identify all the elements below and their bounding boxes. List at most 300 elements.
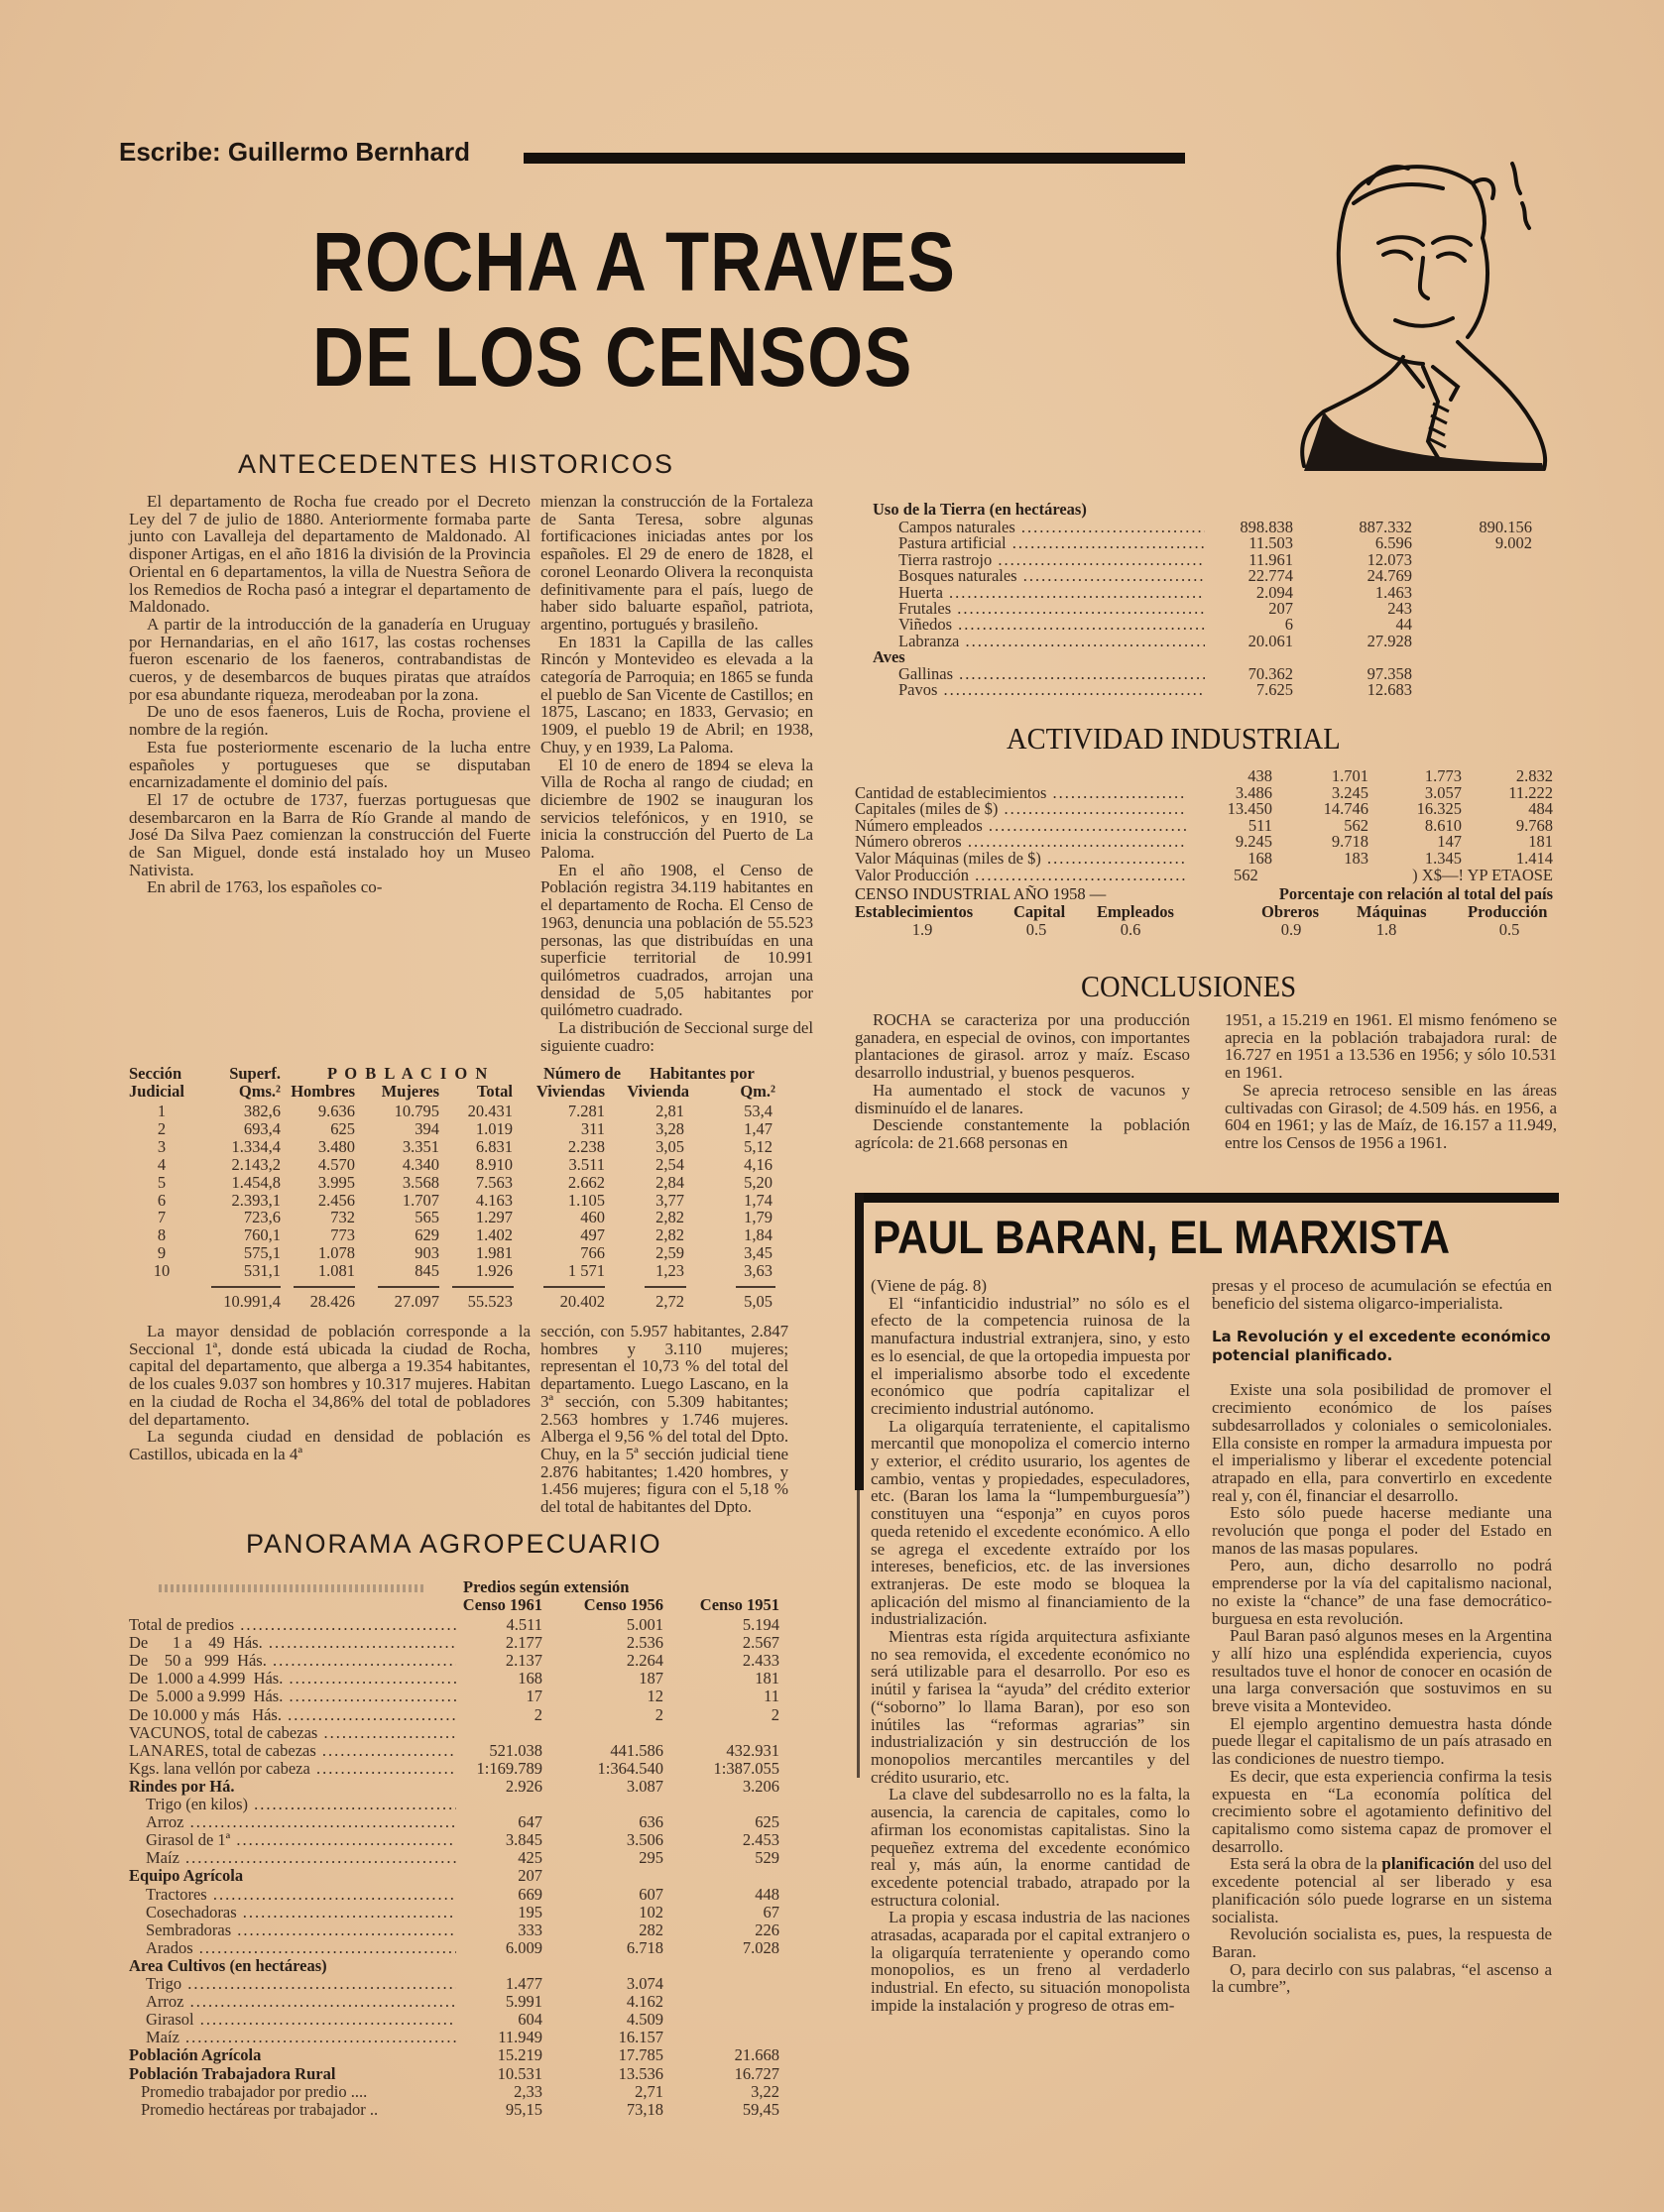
table-cell: 575,1 [243, 1243, 281, 1263]
table-cell: 95,15 [505, 2099, 542, 2119]
censo-header: Empleados [1097, 902, 1174, 921]
censo-header: Máquinas [1357, 902, 1427, 921]
table-cell-seccion: 1 [157, 1102, 167, 1120]
table-row-label: Arroz ..... [146, 1813, 456, 1831]
section-heading-panorama: PANORAMA AGROPECUARIO [246, 1529, 662, 1559]
table-row-label: Capitales (miles de $) ..... [855, 800, 1186, 818]
baran-column-2 [1212, 1277, 1552, 1996]
table-cell: 629 [415, 1225, 439, 1245]
table-cell: 3.245 [1331, 782, 1368, 802]
table-rule [543, 1286, 605, 1288]
table-cell: 2 [654, 1704, 663, 1724]
table-rule [211, 1286, 281, 1288]
table-cell: 21.668 [734, 2045, 779, 2065]
table-cell: 207 [1268, 599, 1293, 618]
table-cell-seccion: 8 [157, 1225, 167, 1245]
continued-from-note: (Viene de pág. 8) [871, 1276, 987, 1295]
table-cell: 1.454,8 [231, 1172, 281, 1192]
table-cell: 432.931 [726, 1740, 779, 1760]
table-cell: 890.156 [1479, 518, 1532, 536]
section-heading-conclusiones: CONCLUSIONES [1081, 969, 1297, 1003]
conclusiones-column-2 [1225, 1011, 1557, 1152]
table-cell: 511 [1248, 815, 1272, 835]
baran-article-title: PAUL BARAN, EL MARXISTA [873, 1211, 1451, 1263]
table-row-label: Labranza ..... [898, 633, 1205, 650]
table-cell: 2.926 [505, 1776, 542, 1796]
table-row-label: De 10.000 y más Hás. ..... [129, 1706, 456, 1724]
table-cell: 11.961 [1248, 549, 1293, 569]
paragraph: Paul Baran pasó algunos meses en la Argentina y allí hizo una espléndida experiencia, cuyos resultados tuve el honor de conocer en ocasión de una larga conversación que sostuvimos en su breve visita a Montevideo. [1212, 1626, 1552, 1716]
table-cell: 97.358 [1367, 663, 1412, 683]
headline-line-2: DE LOS CENSOS [312, 310, 913, 404]
paragraph: Ha aumentado el stock de vacunos y disminuído el de lanares. [855, 1080, 1190, 1117]
table-cell: 3.480 [317, 1136, 355, 1156]
table-cell: 181 [1528, 832, 1553, 852]
text: Esta será la obra de la [1230, 1854, 1382, 1874]
table-cell: 845 [415, 1261, 439, 1281]
table-row-label: Pavos ..... [898, 681, 1205, 699]
table-cell: 1.926 [475, 1261, 513, 1281]
table-cell: 13.450 [1227, 799, 1272, 819]
baran-subheading: La Revolución y el excedente económico potencial planificado. [1212, 1328, 1551, 1365]
table-cell: 1.477 [505, 1974, 542, 1993]
paragraph: Existe una sola posibilidad de promover el crecimiento económico de los países subdesarrollados y coloniales o semicoloniales. Ella consiste en romper la armadura impuesta por el imperialismo y liberar el excedente potencial atrapado en ella, para convertirlo en excedente real y, con él, financiar el desarrollo. [1212, 1380, 1552, 1505]
table-cell: 311 [580, 1118, 605, 1138]
table-cell: 497 [580, 1225, 605, 1245]
table-cell: 168 [1248, 849, 1272, 868]
table-row-label: LANARES, total de cabezas ..... [129, 1742, 456, 1760]
paragraph: El 17 de octubre de 1737, fuerzas portuguesas que desembarcaron en la Barra de Río Grande al mando de José Da Silva Paez comienzan la construcción del Fuerte de San Miguel, donde está instalado hoy un Museo Nativista. [129, 789, 531, 879]
table-cell: 12.683 [1367, 680, 1412, 699]
table-cell: 44 [1395, 615, 1412, 635]
table-cell: 425 [518, 1848, 542, 1868]
paragraph: 1951, a 15.219 en 1961. El mismo fenómeno se aprecia en la población trabajadora rural: de 16.727 en 1951 a 13.536 en 1956; y sólo 10.531 en 1961. [1225, 1010, 1557, 1083]
densidad-column-2 [540, 1323, 788, 1516]
smudged-rule [159, 1584, 426, 1592]
table-cell: 22.774 [1248, 566, 1293, 586]
table-cell: 7.281 [567, 1102, 605, 1120]
table-cell: 1.463 [1374, 582, 1412, 602]
table-cell: 2.264 [626, 1651, 663, 1671]
table-total: 20.402 [559, 1292, 605, 1311]
table-cell: 887.332 [1359, 518, 1412, 536]
table-total: 27.097 [394, 1292, 439, 1311]
baran-box-left-rule [855, 1193, 864, 1490]
baran-box-top-rule [855, 1193, 1559, 1203]
table-rule [452, 1286, 514, 1288]
header-vivienda: Vivienda [627, 1082, 689, 1101]
table-cell: 1.773 [1424, 766, 1462, 785]
table-cell: 9.002 [1494, 533, 1532, 553]
table-cell: 7.563 [475, 1172, 513, 1192]
table-row-label: Valor Máquinas (miles de $) ..... [855, 850, 1186, 868]
table-cell: 766 [580, 1243, 605, 1263]
table-row-label: Tierra rastrojo ..... [898, 551, 1205, 569]
table-cell: 5,12 [744, 1136, 773, 1156]
paragraph: Mientras esta rígida arquitectura asfixiante no sea removida, el excedente económico no será utilizable para el desarrollo. Por eso es inútil y farisea la “ayuda” del crédito exterior (“soborno” lo llama Baran), por eso son inútiles las “reformas agrarias” sin industrialización y sin destrucción de los monopolios mercantiles mercantiles y del crédito usurario, etc. [871, 1627, 1190, 1787]
porcentaje-title: Porcentaje con relación al total del país [1278, 884, 1553, 903]
table-cell: 2.536 [626, 1633, 663, 1653]
table-cell: 53,4 [744, 1102, 773, 1120]
paragraph-planificacion [1212, 1855, 1552, 1925]
table-cell: 521.038 [489, 1740, 542, 1760]
table-cell: 2,84 [655, 1172, 684, 1192]
table-cell: 3.845 [505, 1830, 542, 1850]
table-cell: 3.506 [626, 1830, 663, 1850]
table-cell: 3,05 [655, 1136, 684, 1156]
table-cell: 2.177 [505, 1633, 542, 1653]
censo-value: 0.5 [1498, 920, 1520, 939]
table-row-label: Trigo (en kilos) ..... [146, 1796, 456, 1813]
paragraph: El departamento de Rocha fue creado por el Decreto Ley del 7 de julio de 1880. Anteriormente formaba parte junto con Lavalleja del departamento de Maldonado. Al disponer Artigas, en el año 1816 la división de la Provincia Oriental en 6 departamentos, la villa de Nuestra Señora de los Remedios de Rocha pasó a integrar el departamento de Maldonado. [129, 492, 531, 617]
table-row-label: Girasol ..... [146, 2011, 456, 2029]
paragraph: presas y el proceso de acumulación se efectúa en beneficio del sistema oligarco-imperialista. [1212, 1276, 1552, 1313]
emphasis-planificacion: planificación [1381, 1854, 1475, 1874]
column-header: Censo 1961 [462, 1595, 542, 1614]
paragraph: En abril de 1763, los españoles co- [147, 877, 383, 897]
conclusiones-column-1 [855, 1011, 1190, 1152]
censo-header: Producción [1468, 902, 1548, 921]
header-hombres: Hombres [291, 1082, 355, 1101]
table-row-label: Area Cultivos (en hectáreas) [129, 1955, 327, 1975]
paragraph: En 1831 la Capilla de las calles Rincón y Montevideo es elevada a la categoría de Parroquia; en 1865 se funda el pueblo de San Vicente de Castillos; en 1875, Lascano; en 1833, Gervasio; en 1909, el pueblo 19 de Abril; en 1938, Chuy, y en 1939, La Paloma. [540, 632, 813, 757]
table-cell: 8.910 [475, 1154, 513, 1174]
table-cell: 898.838 [1240, 518, 1293, 536]
paragraph: Esta fue posteriormente escenario de la lucha entre españoles y portugueses que se disputaban encarnizadamente el dominio del país. [129, 737, 531, 792]
table-cell: 1.105 [567, 1190, 605, 1210]
paragraph: mienzan la construcción de la Fortaleza de Santa Teresa, sobre algunas fortificaciones iniciadas antes por los españoles. El 29 de enero de 1828, el coronel Leonardo Olivera la reconquista definitivamente para el país, luego de haber sido baluarte español, patriota, argentino, portugués y brasileño. [540, 492, 813, 634]
table-cell: 5.194 [742, 1615, 779, 1634]
table-cell: 11.503 [1248, 533, 1293, 553]
byline-rule [524, 153, 1185, 164]
table-cell: 295 [639, 1848, 663, 1868]
header-poblacion: P O B L A C I O N [327, 1064, 490, 1083]
paragraph: Se aprecia retroceso sensible en las áreas cultivadas con Girasol; de 4.509 hás. en 1956, a 604 en 1961; y las de Maíz, de 16.157 a 11.949, entre los Censos de 1956 a 1961. [1225, 1080, 1557, 1152]
table-rule [294, 1286, 355, 1288]
header-judicial: Judicial [129, 1082, 184, 1101]
table-cell: 625 [330, 1118, 355, 1138]
table-rule [736, 1286, 775, 1288]
baran-column-1-paragraphs [871, 1295, 1190, 2015]
table-cell: 1.334,4 [231, 1136, 281, 1156]
table-row-label: Promedio hectáreas por trabajador .. [141, 2099, 379, 2119]
table-total: 28.426 [309, 1292, 355, 1311]
table-cell: 760,1 [243, 1225, 281, 1245]
table-cell: 438 [1248, 766, 1272, 785]
table-cell: 3.087 [626, 1776, 663, 1796]
header-mujeres: Mujeres [381, 1082, 439, 1101]
table-cell: 226 [755, 1920, 779, 1939]
table-row-label: Pastura artificial ..... [898, 534, 1205, 552]
table-row-label: Sembradoras ..... [146, 1921, 456, 1939]
table-total: 10.991,4 [223, 1292, 281, 1311]
table-cell: 1,74 [744, 1190, 773, 1210]
paragraph: En el año 1908, el Censo de Población registra 34.119 habitantes en el departamento de Rocha. El Censo de 1963, denuncia una población de 55.523 personas, las que distribuídas en una superficie territorial de 10.991 quilómetros cuadrados, arrojan una densidad de 5,05 habitantes por quilómetro cuadrado. [540, 860, 813, 1020]
table-cell: 3.511 [568, 1154, 605, 1174]
table-cell: 16.157 [618, 2028, 663, 2047]
table-cell: 20.431 [467, 1102, 513, 1120]
table-row-label: De 1.000 a 4.999 Hás. ..... [129, 1670, 456, 1688]
paragraph: ROCHA se caracteriza por una producción ganadera, en especial de ovinos, con importantes plantaciones de girasol. arroz y maíz. Escaso desarrollo industrial, y buenos pesqueros. [855, 1010, 1190, 1083]
table-row-label: Gallinas ..... [898, 665, 1205, 683]
land-use-header: Uso de la Tierra (en hectáreas) [873, 500, 1087, 519]
table-cell: 2,59 [655, 1243, 684, 1263]
table-cell: 565 [415, 1208, 439, 1227]
table-cell: 2.453 [742, 1830, 779, 1850]
table-cell: 4,16 [744, 1154, 773, 1174]
table-cell: 3.351 [402, 1136, 439, 1156]
table-cell: 562 [1234, 865, 1258, 884]
table-total: 2,72 [655, 1292, 684, 1311]
header-numero-de: Número de [543, 1064, 622, 1083]
table-cell: 382,6 [243, 1102, 281, 1120]
table-cell: 625 [755, 1812, 779, 1832]
table-cell: 10.531 [497, 2063, 542, 2083]
table-cell: 3.995 [317, 1172, 355, 1192]
table-row-label: Campos naturales ..... [898, 519, 1205, 536]
table-cell: 669 [518, 1884, 542, 1904]
censo-value: 0.5 [1025, 920, 1047, 939]
paragraph: El 10 de enero de 1894 se eleva la Villa de Rocha al rango de ciudad; en diciembre de 1902 se inauguran los servicios telefónicos, y en 1910, se inicia la construcción del Puerto de La Paloma. [540, 755, 813, 863]
table-cell: 4.163 [475, 1190, 513, 1210]
table-cell-seccion: 4 [157, 1154, 167, 1174]
misprint-text: ) X$—! YP ETAOSE [1412, 865, 1553, 884]
censo-value: 1.9 [911, 920, 933, 939]
table-cell: 460 [580, 1208, 605, 1227]
censo-title: CENSO INDUSTRIAL AÑO 1958 — [855, 884, 1107, 903]
header-qm: Qm.² [740, 1082, 775, 1101]
baran-column-2-paragraphs [1212, 1381, 1552, 1855]
table-cell: 6.009 [505, 1937, 542, 1957]
table-row-label: Maíz ..... [146, 2029, 456, 2046]
table-cell: 3,45 [744, 1243, 773, 1263]
table-cell: 607 [639, 1884, 663, 1904]
table-cell: 9.245 [1235, 832, 1272, 852]
table-cell: 333 [518, 1920, 542, 1939]
byline: Escribe: Guillermo Bernhard [119, 137, 470, 167]
header-seccion: Sección [129, 1064, 182, 1083]
table-cell: 70.362 [1248, 663, 1293, 683]
table-cell: 9.636 [317, 1102, 355, 1120]
censo-header: Establecimientos [855, 902, 974, 921]
table-cell: 67 [763, 1902, 779, 1921]
table-cell: 484 [1528, 799, 1553, 819]
table-cell: 59,45 [742, 2099, 779, 2119]
header-habitantes-por: Habitantes por [650, 1064, 755, 1083]
table-cell: 7.028 [742, 1937, 779, 1957]
table-cell: 2.433 [742, 1651, 779, 1671]
table-row-label: Frutales ..... [898, 600, 1205, 618]
table-cell: 448 [755, 1884, 779, 1904]
table-row-label: Arroz ..... [146, 1993, 456, 2011]
table-cell: 14.746 [1323, 799, 1368, 819]
densidad-column-1 [129, 1323, 531, 1463]
table-cell: 2,54 [655, 1154, 684, 1174]
table-cell: 183 [1344, 849, 1368, 868]
table-cell: 27.928 [1367, 631, 1412, 650]
table-cell: 1.701 [1331, 766, 1368, 785]
table-cell: 2,71 [635, 2081, 663, 2101]
table-cell: 529 [755, 1848, 779, 1868]
table-cell: 24.769 [1367, 566, 1412, 586]
table-cell: 15.219 [497, 2045, 542, 2065]
table-row-label: Huerta ..... [898, 584, 1205, 602]
table-total: 55.523 [467, 1292, 513, 1311]
paragraph: De uno de esos faeneros, Luis de Rocha, proviene el nombre de la región. [129, 702, 531, 740]
table-row-label: Población Trabajadora Rural [129, 2063, 336, 2083]
censo-value: 0.6 [1120, 920, 1141, 939]
table-row-label: Bosques naturales ..... [898, 567, 1205, 585]
table-cell: 6.831 [475, 1136, 513, 1156]
table-row-label: Promedio trabajador por predio .... [141, 2081, 368, 2101]
table-row-label: Cantidad de establecimientos ..... [855, 784, 1186, 802]
table-cell-seccion: 5 [157, 1172, 167, 1192]
table-cell: 12 [647, 1687, 663, 1706]
table-cell-seccion: 2 [157, 1118, 167, 1138]
baran-column-1 [871, 1277, 1190, 2015]
table-cell: 4.511 [506, 1615, 542, 1634]
table-cell: 2.238 [567, 1136, 605, 1156]
table-cell: 5.001 [626, 1615, 663, 1634]
column-header: Censo 1956 [583, 1595, 663, 1614]
paragraph: sección, con 5.957 habitantes, 2.847 hombres y 3.110 mujeres; representan el 10,73 % del total del departamento. Luego Lascano, en la 3ª sección, con 5.309 habitantes; 2.563 hombres y 1.746 mujeres. Alberga el 9,56 % del total del Dpto. Chuy, en la 5ª sección judicial tiene 2.876 habitantes; 1.420 hombres, y 1.456 mujeres; figura con el 5,18 % del total de habitantes del Dpto. [540, 1322, 788, 1517]
table-row-label: Maíz ..... [146, 1849, 456, 1867]
header-qms: Qms.² [238, 1082, 281, 1101]
table-cell: 10.795 [394, 1102, 439, 1120]
table-cell: 3,77 [655, 1190, 684, 1210]
table-cell: 20.061 [1248, 631, 1293, 650]
table-cell-seccion: 7 [157, 1208, 167, 1227]
table-row-label: Total de predios ..... [129, 1616, 456, 1634]
table-cell: 11.222 [1508, 782, 1553, 802]
table-cell: 2.143,2 [231, 1154, 281, 1174]
table-cell: 6.718 [626, 1937, 663, 1957]
table-row-label: Equipo Agrícola [129, 1866, 244, 1886]
table-cell: 2,82 [655, 1208, 684, 1227]
censo-value: 1.8 [1375, 920, 1397, 939]
headline-line-1: ROCHA A TRAVES [312, 215, 956, 308]
author-caricature [1284, 144, 1567, 471]
table-cell: 1,47 [744, 1118, 773, 1138]
table-cell: 2.662 [567, 1172, 605, 1192]
table-row-label: Tractores ..... [146, 1886, 456, 1904]
table-cell: 1.981 [475, 1243, 513, 1263]
table-cell: 16.727 [734, 2063, 779, 2083]
table-cell: 12.073 [1367, 549, 1412, 569]
table-cell: 1.019 [475, 1118, 513, 1138]
table-row-label: Viñedos ..... [898, 616, 1205, 634]
group-header: Predios según extensión [463, 1577, 630, 1596]
text: del uso del excedente potencial al ser liberado y esa planificación sólo puede lograrse en un sistema socialista. [1212, 1854, 1552, 1926]
table-cell: 4.162 [626, 1992, 663, 2012]
table-cell: 1,84 [744, 1225, 773, 1245]
table-cell: 147 [1437, 832, 1462, 852]
header-viviendas: Viviendas [535, 1082, 605, 1101]
table-cell: 1.707 [402, 1190, 439, 1210]
table-cell: 2.832 [1515, 766, 1553, 785]
table-row-label: Población Agrícola [129, 2045, 262, 2065]
table-cell: 441.586 [610, 1740, 663, 1760]
table-row-label: Número obreros ..... [855, 833, 1186, 851]
table-cell: 102 [639, 1902, 663, 1921]
baran-box-left-rule-thin [857, 1490, 860, 1778]
table-cell: 3.486 [1235, 782, 1272, 802]
table-cell: 2.094 [1255, 582, 1293, 602]
table-cell: 187 [639, 1669, 663, 1688]
table-row-label: De 50 a 999 Hás. ..... [129, 1652, 456, 1670]
table-cell: 647 [518, 1812, 542, 1832]
table-cell: 9.768 [1515, 815, 1553, 835]
table-cell: 3.206 [742, 1776, 779, 1796]
table-cell: 3,22 [751, 2081, 779, 2101]
table-cell: 17 [526, 1687, 542, 1706]
table-cell: 531,1 [243, 1261, 281, 1281]
table-cell: 2.456 [317, 1190, 355, 1210]
paragraph: La segunda ciudad en densidad de población es Castillos, ubicada en la 4ª [129, 1427, 531, 1463]
table-cell: 6 [1284, 615, 1293, 635]
table-cell: 9.718 [1331, 832, 1368, 852]
paragraph: Desciende constantemente la población agrícola: de 21.668 personas en [855, 1115, 1190, 1152]
table-cell: 11 [764, 1687, 779, 1706]
table-row-label: Aves [873, 647, 905, 667]
table-cell: 4.509 [626, 2010, 663, 2030]
table-row-label: De 5.000 a 9.999 Hás. ..... [129, 1688, 456, 1705]
table-cell-seccion: 10 [153, 1261, 171, 1281]
table-cell: 1.078 [317, 1243, 355, 1263]
table-cell: 3,63 [744, 1261, 773, 1281]
table-cell: 8.610 [1424, 815, 1462, 835]
table-cell: 2,33 [514, 2081, 542, 2101]
table-rule [378, 1286, 439, 1288]
table-row-label: Kgs. lana vellón por cabeza ..... [129, 1760, 456, 1778]
table-cell: 2,82 [655, 1225, 684, 1245]
table-cell: 168 [518, 1669, 542, 1688]
paragraph: A partir de la introducción de la ganadería en Uruguay por Hernandarias, en el año 1617, las costas rochenses fueron escenario de los faeneros, contrabandistas de cueros, y de desembarcos de buques piratas que atraídos por esa abundante riqueza, merodeaban por la zona. [129, 614, 531, 704]
table-cell: 243 [1387, 599, 1412, 618]
table-cell: 3,28 [655, 1118, 684, 1138]
table-cell: 1.414 [1515, 849, 1553, 868]
section-heading-antecedentes: ANTECEDENTES HISTORICOS [238, 449, 675, 479]
table-cell: 2.567 [742, 1633, 779, 1653]
table-cell: 723,6 [243, 1208, 281, 1227]
table-cell: 17.785 [618, 2045, 663, 2065]
paragraph: La clave del subdesarrollo no es la falta, la ausencia, la carencia de capitales, como lo afirman los economistas capitalistas. Sino la pequeñez extrema del excedente económico real y, más aún, la enorme cantidad de excedente potencial trabado, atrapado por la estructura colonial. [871, 1785, 1190, 1910]
table-cell: 1:364.540 [597, 1758, 663, 1778]
table-cell: 73,18 [626, 2099, 663, 2119]
table-row-label: Número empleados ..... [855, 817, 1186, 835]
table-cell: 2 [534, 1704, 542, 1724]
table-cell: 562 [1344, 815, 1368, 835]
table-cell: 4.340 [402, 1154, 439, 1174]
table-cell-seccion: 9 [157, 1243, 167, 1263]
table-cell: 2,81 [655, 1102, 684, 1120]
table-row-label: Girasol de 1ª ..... [146, 1831, 456, 1849]
table-cell: 1:387.055 [713, 1758, 779, 1778]
table-cell: 7.625 [1255, 680, 1293, 699]
paragraph: O, para decirlo con sus palabras, “el ascenso a la cumbre”, [1212, 1959, 1552, 1997]
table-row-label: Valor Producción ..... [855, 867, 1186, 884]
table-cell-seccion: 6 [157, 1190, 167, 1210]
table-cell: 195 [518, 1902, 542, 1921]
antecedentes-column-1 [129, 493, 531, 896]
table-cell: 1:169.789 [476, 1758, 542, 1778]
table-row-label: De 1 a 49 Hás. ..... [129, 1634, 456, 1652]
table-cell: 2 [771, 1704, 779, 1724]
table-cell: 1.402 [475, 1225, 513, 1245]
table-cell: 4.570 [317, 1154, 355, 1174]
paragraph: El “infanticidio industrial” no sólo es el efecto de la competencia ruinosa de la manufactura industrial extranjera, sino, y esto es lo esencial, de que la ortopedia impuesta por el imperialismo absorbe todo el excedente económico que podría capitalizar el crecimiento industrial autónomo. [871, 1293, 1190, 1418]
table-cell: 3.568 [402, 1172, 439, 1192]
